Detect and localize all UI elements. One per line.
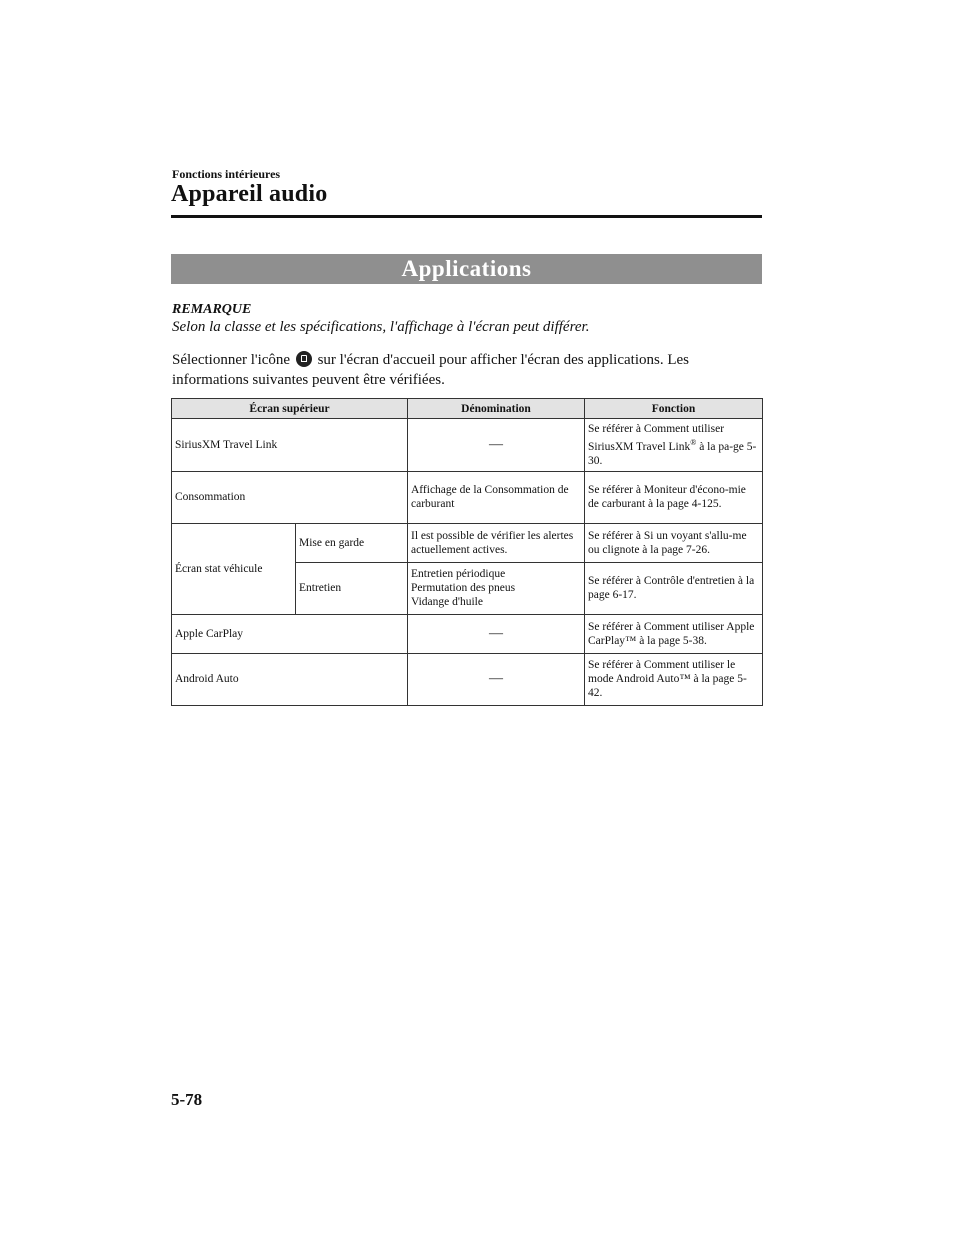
cell-top-screen: SiriusXM Travel Link (172, 419, 408, 472)
note-text: Selon la classe et les spécifications, l'affichage à l'écran peut différer. (172, 319, 590, 335)
applications-icon (296, 351, 312, 367)
intro-text-before: Sélectionner l'icône (172, 352, 291, 368)
cell-function: Se référer à Comment utiliser le mode Android Auto™ à la page 5-42. (585, 653, 763, 705)
cell-denomination: Il est possible de vérifier les alertes actuellement actives. (408, 523, 585, 562)
cell-function: Se référer à Si un voyant s'allu-me ou clignote à la page 7-26. (585, 523, 763, 562)
cell-function: Se référer à Contrôle d'entretien à la page 6-17. (585, 562, 763, 614)
header-rule (171, 215, 762, 218)
table-row (172, 614, 763, 653)
function-text: Se référer à Comment utiliser SiriusXM Travel Link (588, 423, 725, 453)
cell-top-screen: Consommation (172, 471, 408, 523)
cell-top-screen: Apple CarPlay (172, 614, 408, 653)
maintenance-item: Vidange d'huile (411, 596, 483, 609)
page-number: 5-78 (171, 1090, 203, 1109)
function-text-end: à la pa-ge 5-30. (588, 440, 757, 467)
cell-denomination: Affichage de la Consommation de carburant (408, 471, 585, 523)
table-header-row (172, 399, 763, 419)
chapter-title: Appareil audio (171, 181, 328, 207)
registered-mark: ® (690, 438, 697, 447)
cell-function: Se référer à Comment utiliser Apple CarPlay™ à la page 5-38. (585, 614, 763, 653)
section-label: Fonctions intérieures (172, 167, 281, 181)
cell-function (585, 419, 763, 472)
table-row (172, 653, 763, 705)
header-top-screen: Écran supérieur (172, 399, 408, 419)
cell-top-screen: Android Auto (172, 653, 408, 705)
intro-paragraph (172, 350, 762, 390)
note-title: REMARQUE (172, 302, 252, 317)
table-row (172, 419, 763, 472)
maintenance-item: Entretien périodique (411, 568, 506, 581)
cell-denomination: — (408, 653, 585, 705)
intro-text-after: sur l'écran d'accueil pour afficher l'écran des applications. Les informations suivantes peuvent être vérifiées. (172, 352, 689, 388)
maintenance-item: Permutation des pneus (411, 582, 516, 595)
cell-sub-category: Mise en garde (296, 523, 408, 562)
cell-denomination: — (408, 614, 585, 653)
header-denomination: Dénomination (408, 399, 585, 419)
cell-top-screen: Écran stat véhicule (172, 523, 296, 614)
section-band-title: Applications (171, 254, 762, 284)
header-function: Fonction (585, 399, 763, 419)
cell-denomination (408, 562, 585, 614)
table-row (172, 523, 763, 562)
applications-table (171, 398, 763, 706)
cell-sub-category: Entretien (296, 562, 408, 614)
cell-denomination: — (408, 419, 585, 472)
cell-function: Se référer à Moniteur d'écono-mie de carburant à la page 4-125. (585, 471, 763, 523)
table-row (172, 471, 763, 523)
